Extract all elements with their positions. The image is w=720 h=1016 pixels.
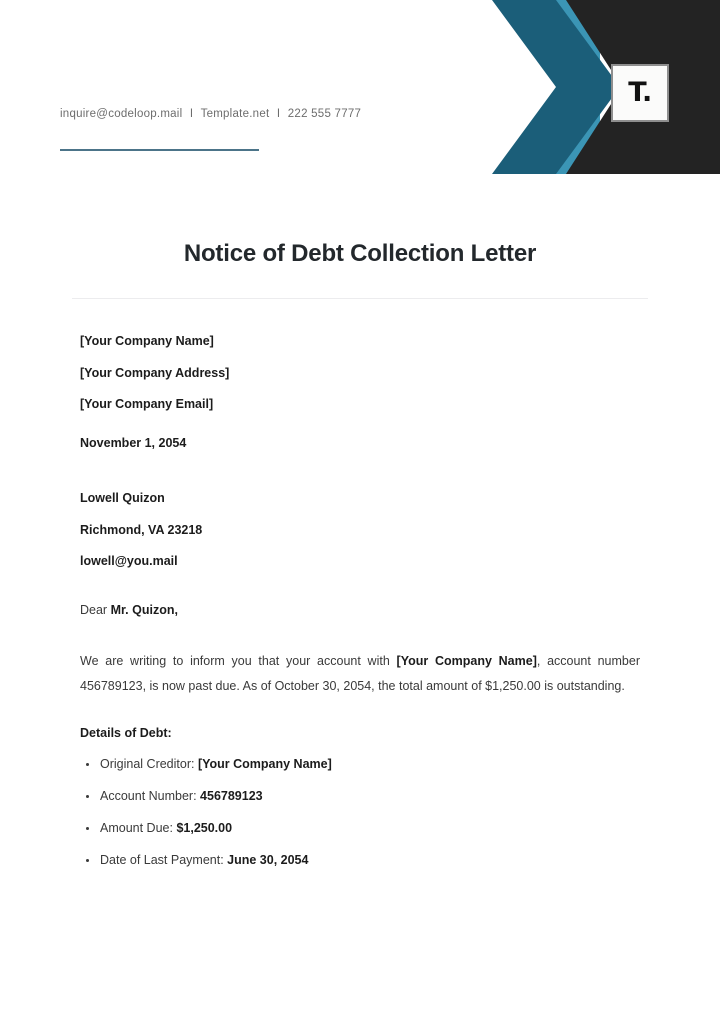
list-item <box>80 821 640 836</box>
sender-address-block <box>80 335 640 411</box>
contact-email: inquire@codeloop.mail <box>60 108 183 120</box>
accent-rule <box>60 149 259 151</box>
bullet-icon <box>86 763 89 766</box>
brand-logo <box>611 64 669 122</box>
detail-value: [Your Company Name] <box>197 756 332 771</box>
contact-phone: 222 555 7777 <box>287 108 362 120</box>
title-divider <box>72 298 648 299</box>
logo-text: T. <box>628 77 652 108</box>
letter-date: November 1, 2054 <box>80 435 187 450</box>
body-text-part2: , account number 456789123, is now past due. As of October 30, 2054, the total amount of $1,250.00 is outstanding. <box>80 654 640 693</box>
detail-value: $1,250.00 <box>176 820 233 835</box>
details-heading: Details of Debt: <box>80 726 172 740</box>
detail-value: June 30, 2054 <box>227 852 309 867</box>
body-text-part1: We are writing to inform you that your account with <box>80 654 397 668</box>
recipient-email: lowell@you.mail <box>80 554 178 568</box>
detail-label: Amount Due: <box>100 820 177 835</box>
recipient-address-block <box>80 492 640 568</box>
header-banner <box>0 0 720 174</box>
sender-company-address: [Your Company Address] <box>80 365 230 380</box>
bullet-icon <box>86 795 89 798</box>
body-paragraph <box>80 649 640 699</box>
salutation-greeting: Dear <box>80 602 111 617</box>
salutation-name: Mr. Quizon, <box>110 602 178 617</box>
salutation <box>80 604 640 617</box>
details-of-debt-list <box>80 757 640 868</box>
bullet-icon <box>86 859 89 862</box>
recipient-name: Lowell Quizon <box>80 491 165 505</box>
contact-info-line <box>60 108 361 120</box>
letter-content <box>0 335 720 868</box>
contact-separator-2: I <box>276 108 281 120</box>
list-item <box>80 789 640 804</box>
body-company-placeholder: [Your Company Name] <box>396 654 537 668</box>
document-body <box>0 174 720 868</box>
contact-separator-1: I <box>189 108 194 120</box>
detail-value: 456789123 <box>200 788 263 803</box>
detail-label: Date of Last Payment: <box>100 852 228 867</box>
list-item <box>80 853 640 868</box>
contact-website: Template.net <box>200 108 270 120</box>
page-title: Notice of Debt Collection Letter <box>183 240 537 267</box>
recipient-address: Richmond, VA 23218 <box>80 522 203 537</box>
detail-label: Account Number: <box>100 788 201 803</box>
sender-company-email: [Your Company Email] <box>80 397 214 411</box>
bullet-icon <box>86 827 89 830</box>
list-item <box>80 757 640 772</box>
sender-company-name: [Your Company Name] <box>80 334 214 348</box>
detail-label: Original Creditor: <box>100 756 198 771</box>
